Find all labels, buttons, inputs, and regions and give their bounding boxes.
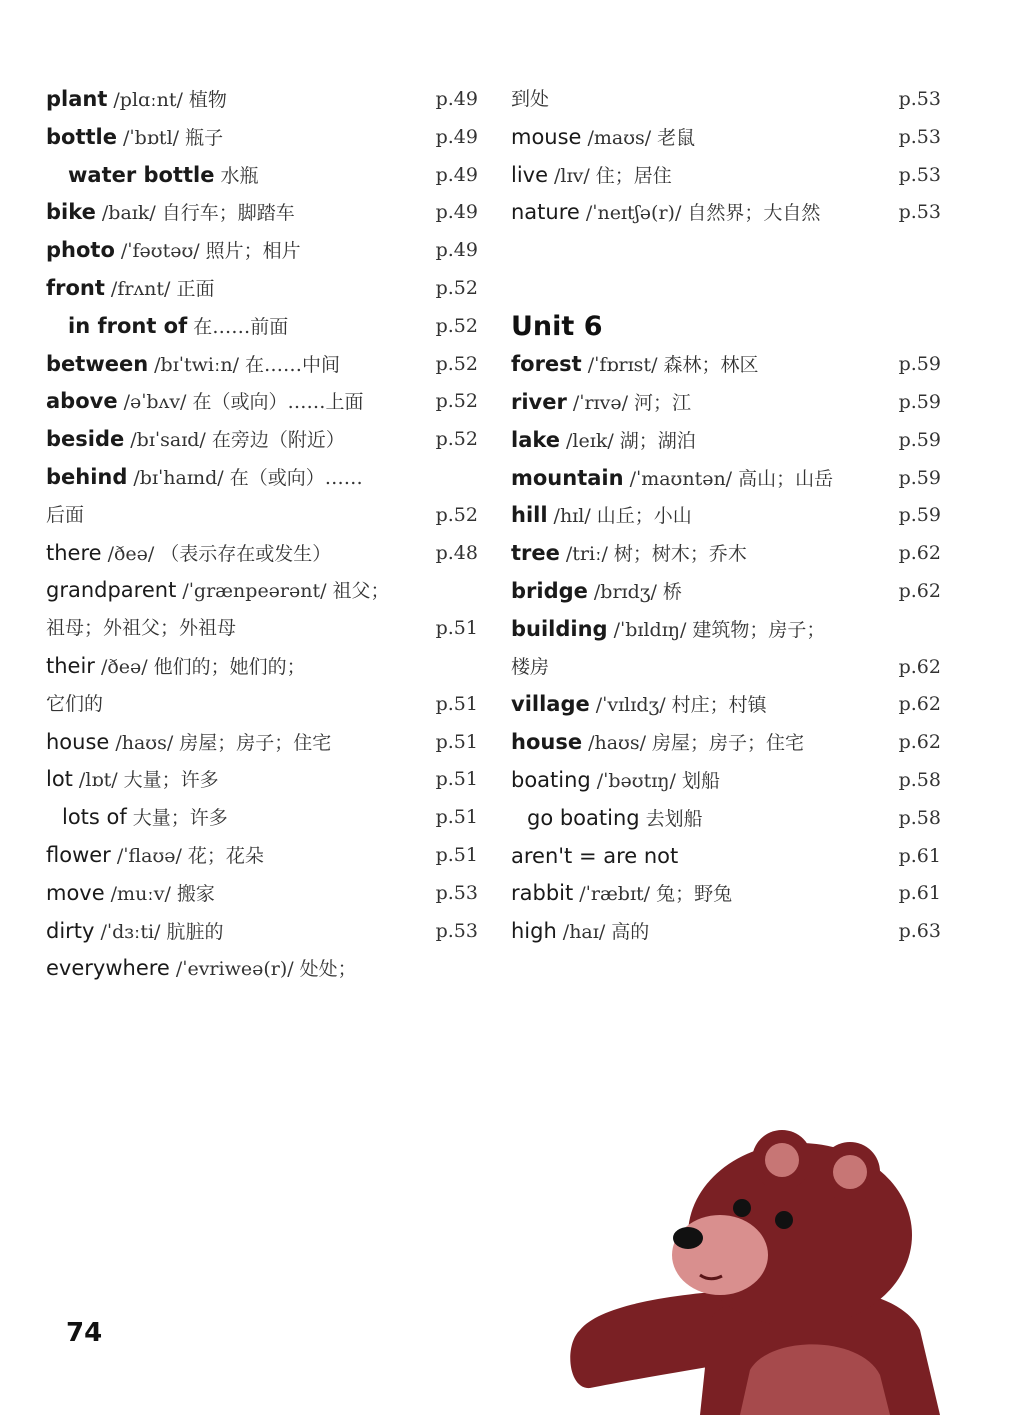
phonetic: /ˈvɪlɪdʒ/ <box>595 694 666 717</box>
headword: hill <box>511 503 548 528</box>
headword: plant <box>46 87 108 111</box>
vocab-entry-bottle <box>46 119 478 157</box>
headword: mouse <box>511 124 582 149</box>
page-reference: p.49 <box>435 201 478 224</box>
vocab-entry-village <box>511 686 941 724</box>
phonetic: /haʊs/ <box>115 731 174 754</box>
vocab-entry-go-boating <box>511 800 941 838</box>
headword: everywhere <box>46 956 170 981</box>
bear-eye-right <box>775 1211 793 1229</box>
page-reference: p.53 <box>898 163 941 186</box>
page-reference: p.58 <box>898 806 941 829</box>
headword: bottle <box>46 124 117 149</box>
vocab-entry-their <box>46 648 478 686</box>
page-reference: p.49 <box>435 239 478 262</box>
vocab-entry-high <box>511 913 941 951</box>
headword: behind <box>46 464 128 489</box>
left-column <box>46 81 478 988</box>
page-number: 74 <box>66 1318 103 1348</box>
vocab-entry-nature <box>511 194 941 232</box>
vocab-entry-continuation <box>46 610 478 648</box>
meaning: 去划船 <box>645 807 703 830</box>
vocab-entry-hill <box>511 497 941 535</box>
phonetic: /baɪk/ <box>101 202 156 225</box>
page-reference: p.51 <box>435 692 478 715</box>
headword: river <box>511 389 567 414</box>
headword: mountain <box>511 465 624 490</box>
phonetic: /ˈbɒtl/ <box>122 126 180 149</box>
phonetic: /haɪ/ <box>562 921 606 944</box>
meaning: 建筑物；房子； <box>692 618 826 641</box>
vocab-entry-photo <box>46 232 478 270</box>
page-reference: p.52 <box>435 503 478 526</box>
page-reference: p.52 <box>435 428 478 451</box>
meaning: 肮脏的 <box>166 920 224 943</box>
bear-nose <box>673 1227 703 1249</box>
meaning: 高的 <box>611 921 650 944</box>
phonetic: /ˈevriweə(r)/ <box>175 958 294 981</box>
phonetic: /plɑːnt/ <box>113 89 183 111</box>
vocab-entry-lots-of <box>46 799 478 837</box>
page-reference: p.58 <box>898 768 941 791</box>
meaning: 房屋；房子；住宅 <box>651 732 804 755</box>
vocab-entry-building <box>511 611 941 649</box>
page-reference: p.51 <box>435 843 478 866</box>
vocab-entry-continuation <box>46 686 478 724</box>
phonetic: /ˈdɜːti/ <box>100 920 161 943</box>
meaning: 在……前面 <box>193 315 289 338</box>
headword: building <box>511 616 608 641</box>
headword: their <box>46 653 95 678</box>
page-reference: p.52 <box>435 276 478 299</box>
vocab-entry-grandparent <box>46 572 478 610</box>
vocab-entry-above <box>46 383 478 421</box>
page-reference: p.52 <box>435 352 478 375</box>
headword: grandparent <box>46 578 177 603</box>
meaning: （表示存在或发生） <box>160 542 332 565</box>
phonetic: /əˈbʌv/ <box>123 391 187 414</box>
page-reference: p.53 <box>435 881 478 904</box>
meaning: 山丘；小山 <box>596 505 692 528</box>
headword: village <box>511 692 590 717</box>
phonetic: /frʌnt/ <box>110 277 171 300</box>
page-reference: p.51 <box>435 806 478 829</box>
vocab-entry-between <box>46 346 478 384</box>
meaning-continued: 到处 <box>511 88 550 110</box>
page-reference: p.51 <box>435 730 478 753</box>
meaning: 老鼠 <box>657 126 696 149</box>
headword: lots of <box>62 805 127 830</box>
page-reference: p.49 <box>435 88 478 110</box>
headword: front <box>46 275 105 300</box>
phonetic: /maʊs/ <box>587 126 652 149</box>
page-reference: p.62 <box>898 731 941 754</box>
meaning: 照片；相片 <box>205 240 301 263</box>
phonetic: /ˈgrænpeərənt/ <box>182 580 327 603</box>
meaning: 在旁边（附近） <box>211 429 345 452</box>
phonetic: /ˈfɒrɪst/ <box>587 354 658 377</box>
phonetic: /brɪdʒ/ <box>593 580 657 603</box>
phonetic: /ˈneɪtʃə(r)/ <box>585 202 682 225</box>
meaning-continued: 它们的 <box>46 692 104 715</box>
phonetic: /triː/ <box>565 543 608 566</box>
phonetic: /ˈrɪvə/ <box>572 391 629 414</box>
vocab-entry-everywhere <box>46 950 478 988</box>
vocab-entry-aren-t-are-not <box>511 838 941 876</box>
phonetic: /lɒt/ <box>78 769 118 792</box>
page-reference: p.53 <box>898 201 941 224</box>
vocab-entry-beside <box>46 421 478 459</box>
meaning: 处处； <box>299 958 357 981</box>
headword: water bottle <box>68 162 215 187</box>
vocab-entry-continuation <box>511 81 941 119</box>
headword: rabbit <box>511 881 574 906</box>
bear-muzzle <box>672 1215 768 1295</box>
vocab-entry-boating <box>511 762 941 800</box>
vocab-entry-mouse <box>511 119 941 157</box>
headword: high <box>511 919 557 944</box>
page-reference: p.59 <box>898 390 941 413</box>
headword: move <box>46 880 105 905</box>
meaning: 在（或向）……上面 <box>192 391 364 414</box>
meaning: 在……中间 <box>245 353 341 376</box>
vocab-entry-house <box>511 724 941 762</box>
page-reference: p.48 <box>435 541 478 564</box>
page-reference: p.63 <box>898 920 941 943</box>
meaning: 森林；林区 <box>663 354 759 377</box>
page-reference: p.62 <box>898 693 941 716</box>
vocab-entry-bike <box>46 194 478 232</box>
page-reference: p.52 <box>435 314 478 337</box>
headword: live <box>511 162 549 187</box>
meaning: 河；江 <box>634 391 692 414</box>
headword: boating <box>511 767 591 792</box>
vocab-entry-rabbit <box>511 875 941 913</box>
meaning: 湖；湖泊 <box>619 429 696 452</box>
phonetic: /leɪk/ <box>566 429 614 452</box>
meaning: 兔；野兔 <box>656 883 733 906</box>
page-reference: p.62 <box>898 542 941 565</box>
headword: aren't = are not <box>511 843 679 868</box>
phonetic: /ˈmaʊntən/ <box>629 467 733 490</box>
page-reference: p.51 <box>435 617 478 640</box>
phonetic: /ðeə/ <box>100 655 148 678</box>
meaning: 村庄；村镇 <box>671 694 767 717</box>
vocab-entry-mountain <box>511 460 941 498</box>
headword: flower <box>46 842 111 867</box>
page-reference: p.52 <box>435 390 478 413</box>
meaning: 桥 <box>662 580 682 603</box>
headword: photo <box>46 238 115 263</box>
meaning: 瓶子 <box>185 126 224 149</box>
vocab-entry-in-front-of <box>46 308 478 346</box>
page-reference: p.61 <box>898 844 941 867</box>
meaning: 大量；许多 <box>123 769 219 792</box>
phonetic: /ˈfəʊtəʊ/ <box>120 240 200 263</box>
meaning: 自行车；脚踏车 <box>161 202 295 225</box>
vocab-entry-plant <box>46 81 478 119</box>
meaning: 树；树木；乔木 <box>613 543 747 566</box>
phonetic: /bɪˈhaɪnd/ <box>133 466 224 489</box>
page-reference: p.49 <box>435 125 478 148</box>
bear-eye-left <box>733 1199 751 1217</box>
vocab-entry-live <box>511 157 941 195</box>
meaning: 高山；山岳 <box>738 467 834 490</box>
headword: bridge <box>511 578 588 603</box>
right-column <box>511 81 941 951</box>
vocab-entry-lot <box>46 761 478 799</box>
page-reference: p.49 <box>435 163 478 186</box>
phonetic: /ˈbəʊtɪŋ/ <box>596 769 676 792</box>
vocab-entry-forest <box>511 346 941 384</box>
vocab-entry-there <box>46 535 478 573</box>
headword: beside <box>46 427 125 452</box>
unit6-word-list <box>511 346 941 951</box>
page-reference: p.61 <box>898 882 941 905</box>
vocab-entry-bridge <box>511 573 941 611</box>
meaning-continued: 楼房 <box>511 655 550 678</box>
meaning: 大量；许多 <box>132 807 228 830</box>
vocab-entry-house <box>46 724 478 762</box>
meaning: 自然界；大自然 <box>687 202 821 225</box>
meaning: 正面 <box>176 277 215 300</box>
teddy-bear-illustration <box>560 1130 1024 1415</box>
page-reference: p.59 <box>898 466 941 489</box>
page-reference: p.59 <box>898 428 941 451</box>
page-reference: p.62 <box>898 655 941 678</box>
vocab-entry-water-bottle <box>46 157 478 195</box>
headword: dirty <box>46 918 95 943</box>
headword: above <box>46 389 118 414</box>
page-reference: p.53 <box>898 125 941 148</box>
phonetic: /muːv/ <box>110 882 171 905</box>
meaning: 他们的；她们的； <box>153 655 306 678</box>
headword: bike <box>46 200 96 225</box>
vocab-entry-move <box>46 875 478 913</box>
meaning: 祖父； <box>332 580 390 603</box>
headword: forest <box>511 352 582 377</box>
headword: lake <box>511 427 561 452</box>
headword: tree <box>511 541 560 566</box>
vocab-entry-behind <box>46 459 478 497</box>
headword: go boating <box>527 805 640 830</box>
meaning: 住；居住 <box>595 164 672 187</box>
page-reference: p.62 <box>898 579 941 602</box>
vocab-entry-flower <box>46 837 478 875</box>
phonetic: /ˈflaʊə/ <box>116 844 182 867</box>
page-reference: p.53 <box>898 88 941 110</box>
meaning: 花；花朵 <box>187 844 264 867</box>
phonetic: /bɪˈsaɪd/ <box>130 429 206 452</box>
meaning-continued: 后面 <box>46 503 85 526</box>
page-reference: p.59 <box>898 353 941 376</box>
vocab-entry-continuation <box>511 649 941 687</box>
vocab-entry-lake <box>511 422 941 460</box>
phonetic: /ˈræbɪt/ <box>579 883 651 906</box>
meaning: 水瓶 <box>220 164 259 187</box>
phonetic: /lɪv/ <box>554 164 590 187</box>
unit-title: Unit 6 <box>511 311 603 343</box>
headword: lot <box>46 767 73 792</box>
phonetic: /bɪˈtwiːn/ <box>154 353 240 376</box>
headword: there <box>46 540 102 565</box>
page-reference: p.53 <box>435 919 478 942</box>
vocab-entry-river <box>511 384 941 422</box>
headword: house <box>46 729 110 754</box>
unit5-continued <box>511 81 941 232</box>
page-reference: p.51 <box>435 768 478 791</box>
vocab-entry-front <box>46 270 478 308</box>
page-reference: p.59 <box>898 504 941 527</box>
headword: nature <box>511 200 580 225</box>
headword: between <box>46 351 149 376</box>
vocab-entry-tree <box>511 535 941 573</box>
phonetic: /haʊs/ <box>588 732 646 755</box>
meaning: 房屋；房子；住宅 <box>179 731 332 754</box>
vocab-entry-dirty <box>46 913 478 951</box>
meaning: 在（或向）…… <box>229 466 363 489</box>
phonetic: /ˈbɪldɪŋ/ <box>613 618 687 641</box>
vocab-entry-continuation <box>46 497 478 535</box>
phonetic: /hɪl/ <box>553 505 591 528</box>
headword: in front of <box>68 313 188 338</box>
headword: house <box>511 730 583 755</box>
meaning: 搬家 <box>176 882 215 905</box>
phonetic: /ðeə/ <box>107 542 155 565</box>
meaning: 植物 <box>188 89 227 111</box>
meaning-continued: 祖母；外祖父；外祖母 <box>46 617 237 640</box>
meaning: 划船 <box>681 769 720 792</box>
